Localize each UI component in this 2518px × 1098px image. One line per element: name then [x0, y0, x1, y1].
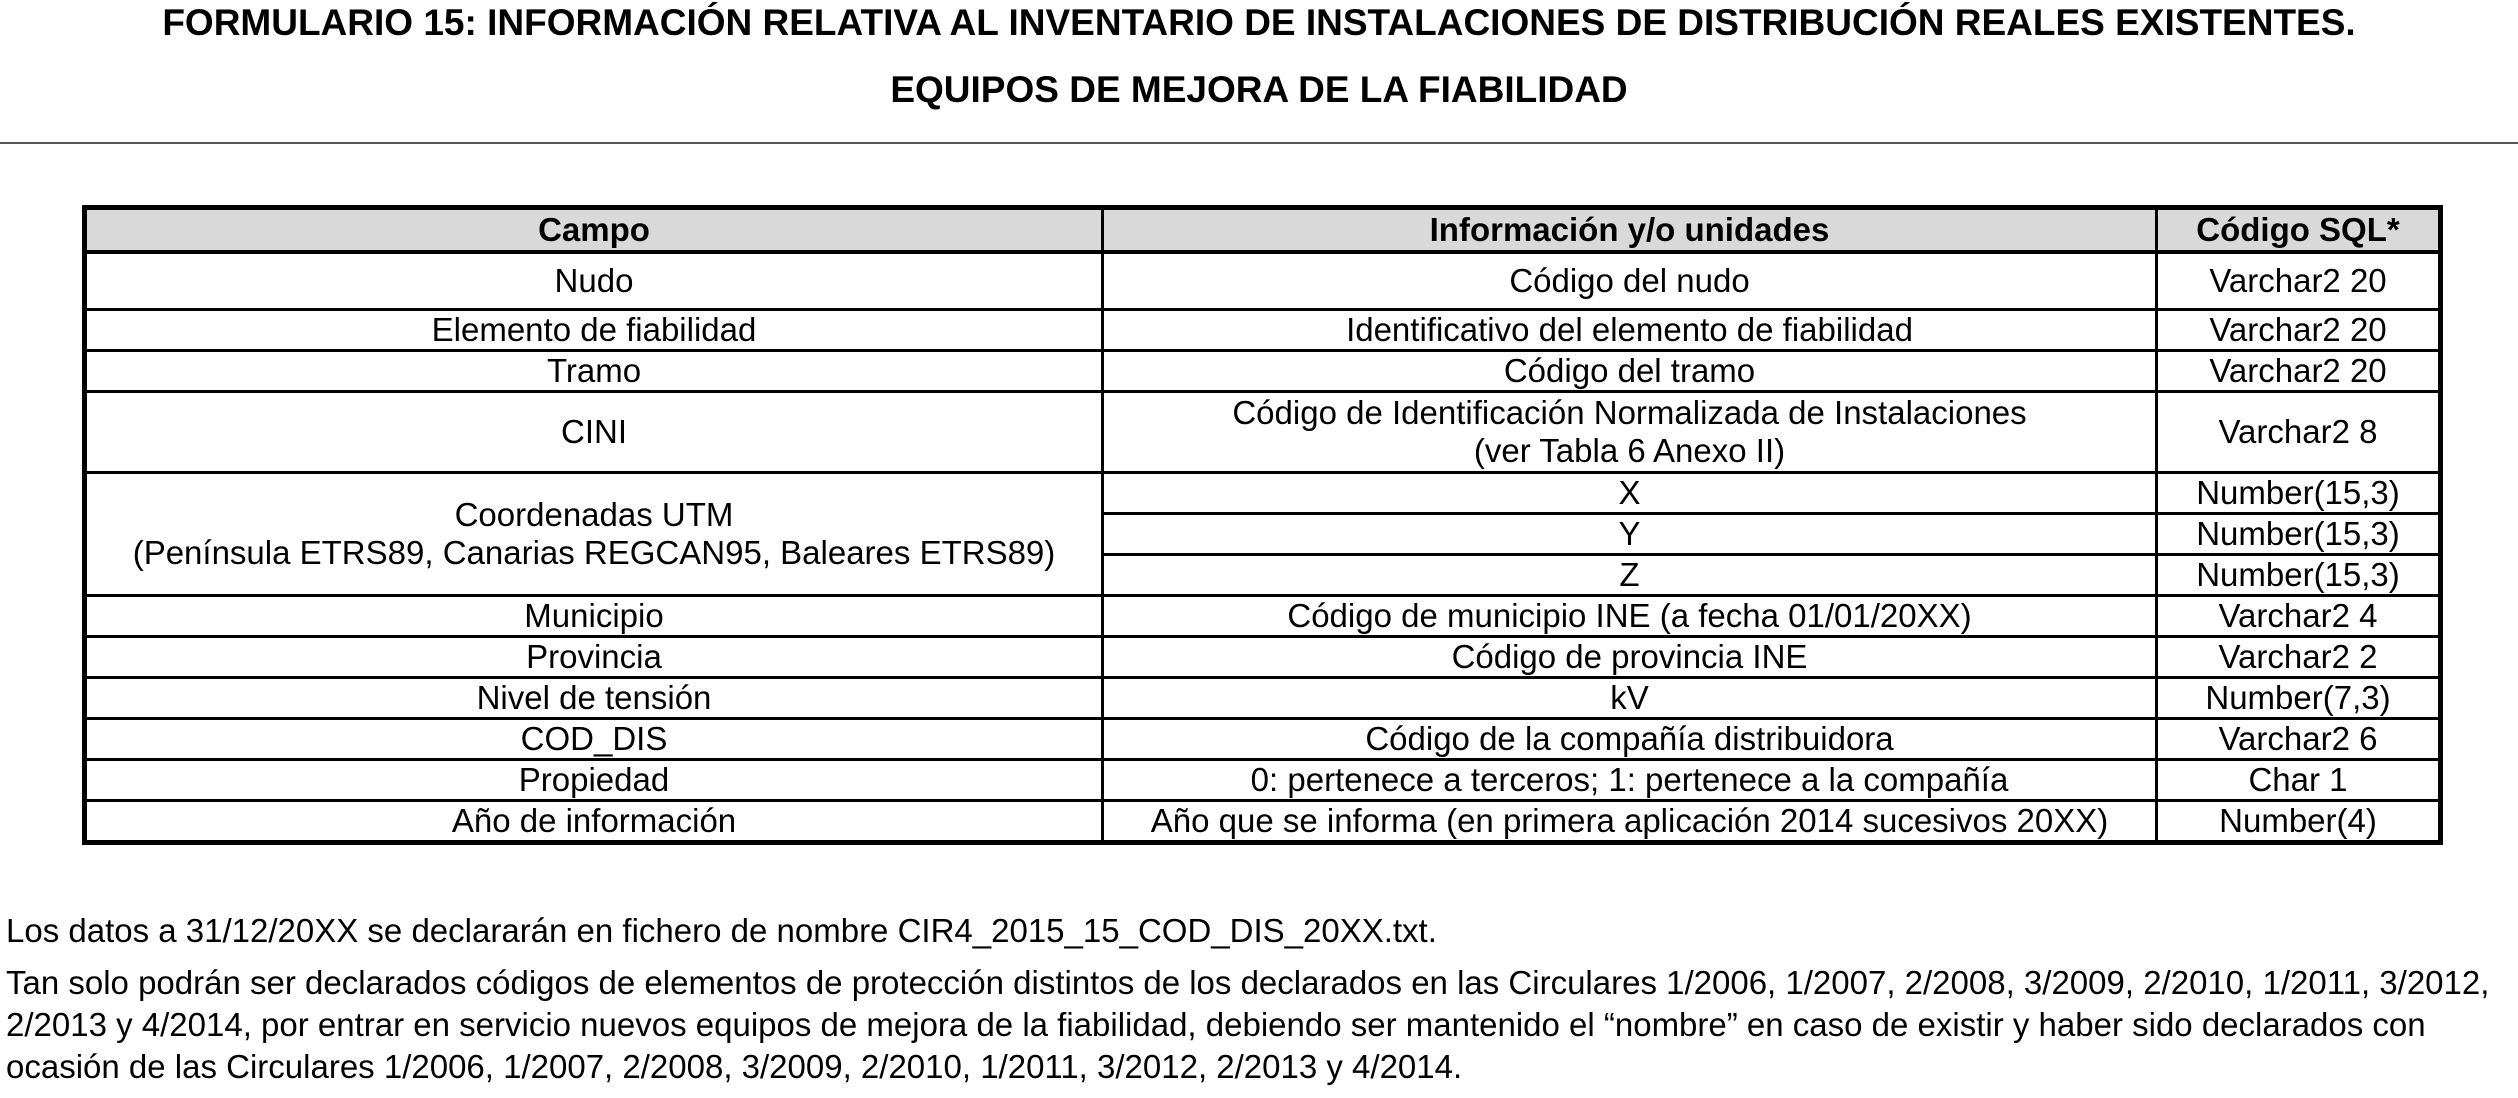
- page-title: [0, 0, 2518, 125]
- cell-campo: Elemento de fiabilidad: [85, 310, 1103, 351]
- notes-section: [6, 910, 2516, 1098]
- table-row: [85, 310, 2441, 351]
- cell-sql: Number(15,3): [2157, 473, 2441, 514]
- cell-sql: Number(15,3): [2157, 555, 2441, 596]
- title-line-1: FORMULARIO 15: INFORMACIÓN RELATIVA AL INVENTARIO DE INSTALACIONES DE DISTRIBUCIÓN REALES EXISTENTES.: [162, 2, 2356, 43]
- table-row: [85, 801, 2441, 843]
- cell-campo: CINI: [85, 392, 1103, 473]
- cell-info: Código de la compañía distribuidora: [1103, 719, 2157, 760]
- cell-campo: Tramo: [85, 351, 1103, 392]
- cell-campo: Nivel de tensión: [85, 678, 1103, 719]
- cell-sql: Number(4): [2157, 801, 2441, 843]
- cell-sql: Number(15,3): [2157, 514, 2441, 555]
- cell-info: Identificativo del elemento de fiabilidad: [1103, 310, 2157, 351]
- header-informacion: Información y/o unidades: [1103, 208, 2157, 253]
- table-header-row: [85, 208, 2441, 253]
- cell-campo: Municipio: [85, 596, 1103, 637]
- cell-info: Código de provincia INE: [1103, 637, 2157, 678]
- cell-campo: Provincia: [85, 637, 1103, 678]
- table-row: [85, 351, 2441, 392]
- cell-campo: Año de información: [85, 801, 1103, 843]
- header-campo: Campo: [85, 208, 1103, 253]
- cell-sql: Number(7,3): [2157, 678, 2441, 719]
- table-row: [85, 473, 2441, 514]
- cell-sql: Varchar2 20: [2157, 252, 2441, 310]
- cell-info: Código del tramo: [1103, 351, 2157, 392]
- table-row: [85, 760, 2441, 801]
- note-file-name: Los datos a 31/12/20XX se declararán en fichero de nombre CIR4_2015_15_COD_DIS_20XX.txt.: [6, 912, 1437, 949]
- header-codigo-sql: Código SQL*: [2157, 208, 2441, 253]
- cell-sql: Varchar2 20: [2157, 351, 2441, 392]
- cell-sql: Varchar2 2: [2157, 637, 2441, 678]
- title-line-2: EQUIPOS DE MEJORA DE LA FIABILIDAD: [890, 69, 1628, 110]
- cell-info: 0: pertenece a terceros; 1: pertenece a la compañía: [1103, 760, 2157, 801]
- table-row: [85, 678, 2441, 719]
- cell-campo: Propiedad: [85, 760, 1103, 801]
- table-row: [85, 596, 2441, 637]
- cell-sql: Varchar2 6: [2157, 719, 2441, 760]
- cell-sql: Varchar2 20: [2157, 310, 2441, 351]
- cell-info: Y: [1103, 514, 2157, 555]
- table-row: [85, 719, 2441, 760]
- table-row: [85, 637, 2441, 678]
- cell-sql: Char 1: [2157, 760, 2441, 801]
- cell-campo-line-2: (Península ETRS89, Canarias REGCAN95, Baleares ETRS89): [132, 534, 1056, 571]
- cell-info: X: [1103, 473, 2157, 514]
- title-divider: [0, 142, 2518, 144]
- cell-info: Z: [1103, 555, 2157, 596]
- cell-info: Año que se informa (en primera aplicación 2014 sucesivos 20XX): [1103, 801, 2157, 843]
- cell-info: [1103, 392, 2157, 473]
- cell-campo-coordenadas: [85, 473, 1103, 596]
- cell-info-line-1: Código de Identificación Normalizada de Instalaciones: [1232, 394, 2027, 431]
- cell-sql: Varchar2 8: [2157, 392, 2441, 473]
- table-row: [85, 392, 2441, 473]
- cell-info: Código de municipio INE (a fecha 01/01/20XX): [1103, 596, 2157, 637]
- cell-sql: Varchar2 4: [2157, 596, 2441, 637]
- cell-campo-line-1: Coordenadas UTM: [454, 496, 734, 533]
- cell-campo: Nudo: [85, 252, 1103, 310]
- cell-campo: COD_DIS: [85, 719, 1103, 760]
- cell-info-line-2: (ver Tabla 6 Anexo II): [1473, 432, 1786, 469]
- note-declaration-rules: Tan solo podrán ser declarados códigos de elementos de protección distintos de los declarados en las Circulares 1/2006, 1/2007, 2/2008, 3/2009, 2/2010, 1/2011, 3/2012, 2/2013 y 4/2014, por entrar en servicio nuevos equipos de mejora de la fiabilidad, debiendo ser mantenido el “nombre” en caso de existir y haber sido declarados con ocasión de las Circulares 1/2006, 1/2007, 2/2008, 3/2009, 2/2010, 1/2011, 3/2012, 2/2013 y 4/2014.: [6, 964, 2490, 1085]
- cell-info: Código del nudo: [1103, 252, 2157, 310]
- table-row: [85, 252, 2441, 310]
- fields-table: [82, 205, 2443, 845]
- cell-info: kV: [1103, 678, 2157, 719]
